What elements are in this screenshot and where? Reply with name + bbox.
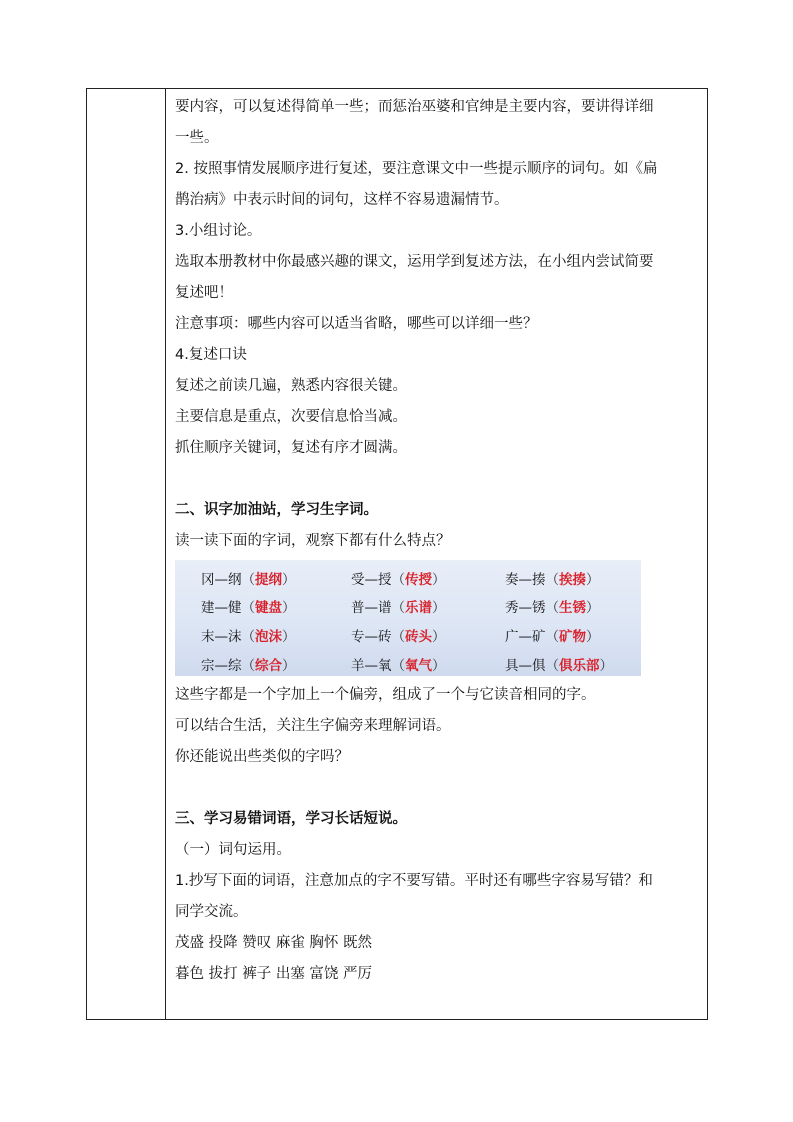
answer-word: 乐谱 <box>405 600 432 616</box>
text-line: 可以结合生活，关注生字偏旁来理解词语。 <box>175 718 451 734</box>
content-cell <box>175 92 705 990</box>
char-pair: 末—沫 <box>201 629 242 645</box>
text-line: 一些。 <box>175 130 219 146</box>
text-line: 4.复述口诀 <box>175 347 247 363</box>
text-line: 2. 按照事情发展顺序进行复述，要注意课文中一些提示顺序的词句。如《扁 <box>175 161 658 177</box>
word-list: 茂盛 投降 赞叹 麻雀 胸怀 既然 <box>175 935 373 951</box>
text-line: 复述吧！ <box>175 285 233 301</box>
char-pair: 羊—氧 <box>351 658 392 674</box>
word-pair: 羊—氧（氧气） <box>351 658 446 674</box>
text-line: 你还能说出些类似的字吗？ <box>175 749 349 765</box>
word-pair: 具—俱（俱乐部） <box>505 658 613 674</box>
word-pair: 末—沫（泡沫） <box>201 629 296 645</box>
char-pair: 奏—揍 <box>505 572 546 588</box>
answer-word: 泡沫 <box>255 629 282 645</box>
answer-word: 氧气 <box>405 658 432 674</box>
char-pair: 具—俱 <box>505 658 546 674</box>
text-line: 同学交流。 <box>175 904 248 920</box>
word-pair: 普—谱（乐谱） <box>351 600 446 616</box>
text-line: 抓住顺序关键词，复述有序才圆满。 <box>175 440 407 456</box>
char-pair: 专—砖 <box>351 629 392 645</box>
char-pair: 建—健 <box>201 600 242 616</box>
word-pair: 秀—锈（生锈） <box>505 600 600 616</box>
lesson-table <box>86 88 708 1020</box>
word-pair: 受—授（传授） <box>351 572 446 588</box>
text-line: 选取本册教材中你最感兴趣的课文，运用学到复述方法，在小组内尝试简要 <box>175 254 654 270</box>
text-line: 鹊治病》中表示时间的词句，这样不容易遗漏情节。 <box>175 192 509 208</box>
text-line: 注意事项：哪些内容可以适当省略，哪些可以详细一些？ <box>175 316 538 332</box>
char-pair: 广—矿 <box>505 629 546 645</box>
text-line: 1.抄写下面的词语，注意加点的字不要写错。平时还有哪些字容易写错？和 <box>175 873 653 889</box>
word-pair: 建—健（键盘） <box>201 600 296 616</box>
text-line: （一）词句运用。 <box>175 842 291 858</box>
answer-word: 矿物 <box>559 629 586 645</box>
char-pair: 宗—综 <box>201 658 242 674</box>
char-pair: 普—谱 <box>351 600 392 616</box>
word-pair: 广—矿（矿物） <box>505 629 600 645</box>
text-line: 这些字都是一个字加上一个偏旁，组成了一个与它读音相同的字。 <box>175 687 596 703</box>
word-pair: 专—砖（砖头） <box>351 629 446 645</box>
answer-word: 综合 <box>255 658 282 674</box>
word-pair: 奏—揍（挨揍） <box>505 572 600 588</box>
answer-word: 生锈 <box>559 600 586 616</box>
text-line: 复述之前读几遍，熟悉内容很关键。 <box>175 378 407 394</box>
text-line: 主要信息是重点，次要信息恰当减。 <box>175 409 407 425</box>
answer-word: 砖头 <box>405 629 432 645</box>
word-pair: 宗—综（综合） <box>201 658 296 674</box>
answer-word: 键盘 <box>255 600 282 616</box>
answer-word: 挨揍 <box>559 572 586 588</box>
text-line: 读一读下面的字词，观察下都有什么特点？ <box>175 533 451 549</box>
char-pair: 冈—纲 <box>201 572 242 588</box>
answer-word: 俱乐部 <box>559 658 600 674</box>
word-list: 暮色 拔打 裤子 出塞 富饶 严厉 <box>175 966 373 982</box>
text-line: 要内容，可以复述得简单一些；而惩治巫婆和官绅是主要内容，要讲得详细 <box>175 99 654 115</box>
char-pair: 受—授 <box>351 572 392 588</box>
column-divider <box>165 89 166 1019</box>
text-line: 3.小组讨论。 <box>175 223 262 239</box>
section-heading: 二、识字加油站，学习生字词。 <box>175 502 378 518</box>
char-pair: 秀—锈 <box>505 600 546 616</box>
word-grid <box>175 560 641 676</box>
answer-word: 传授 <box>405 572 432 588</box>
word-pair: 冈—纲（提纲） <box>201 572 296 588</box>
answer-word: 提纲 <box>255 572 282 588</box>
section-heading: 三、学习易错词语，学习长话短说。 <box>175 811 407 827</box>
